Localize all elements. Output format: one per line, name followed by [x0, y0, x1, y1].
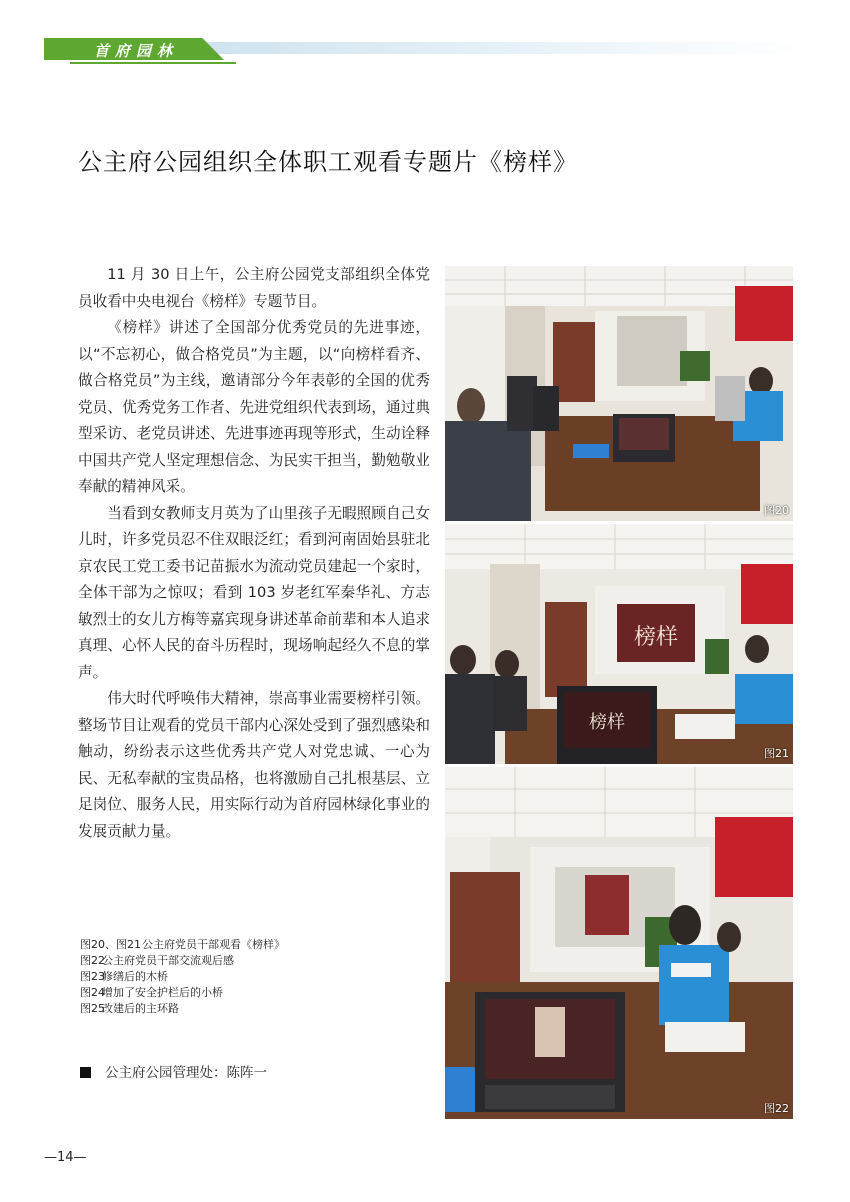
- meeting-room-photo: [445, 767, 793, 1119]
- paragraph: 《榜样》讲述了全国部分优秀党员的先进事迹，以“不忘初心，做合格党员”为主题，以“向榜样看齐、做合格党员”为主线，邀请部分今年表彰的全国的优秀党员、优秀党务工作者、先进党组织代表到场，通过典型采访、老党员讲述、先进事迹再现等形式，生动诠释中国共产党人坚定理想信念、为民实干担当，勤勉敬业奉献的精神风采。: [78, 319, 430, 495]
- caption-id: 图22: [80, 954, 105, 967]
- svg-text:榜样: 榜样: [633, 625, 679, 650]
- caption-id: 图24: [80, 986, 105, 999]
- photo-figure-20: [445, 266, 793, 521]
- caption-row: [80, 937, 285, 953]
- caption-row: [80, 953, 285, 969]
- caption-row: [80, 985, 285, 1001]
- meeting-room-photo: [445, 266, 793, 521]
- caption-id: 图20、图21: [80, 938, 141, 951]
- header-banner: [44, 38, 804, 68]
- author-line: [80, 1061, 267, 1081]
- figure-label: 图22: [764, 1102, 789, 1115]
- caption-id: 图25: [80, 1002, 105, 1015]
- banner-gradient: [204, 42, 804, 54]
- caption-row: [80, 969, 285, 985]
- figure-label: 图21: [764, 747, 789, 760]
- page-number: —14—: [44, 1150, 87, 1165]
- caption-text: 公主府党员干部交流观后感: [102, 954, 234, 967]
- figure-label: 图20: [764, 504, 789, 517]
- caption-text: 公主府党员干部观看《榜样》: [142, 938, 285, 951]
- figure-captions: [80, 937, 285, 1017]
- caption-text: 增加了安全护栏后的小桥: [102, 986, 223, 999]
- article-body: [78, 262, 430, 845]
- svg-text:榜样: 榜样: [589, 712, 625, 733]
- meeting-room-photo: [445, 524, 793, 764]
- author-name: 公主府公园管理处：陈阵一: [105, 1065, 267, 1081]
- paragraph: 伟大时代呼唤伟大精神，崇高事业需要榜样引领。整场节目让观看的党员干部内心深处受到了强烈感染和触动，纷纷表示这些优秀共产党人对党忠诚、一心为民、无私奉献的宝贵品格，也将激励自己扎根基层、立足岗位、服务人民，用实际行动为首府园林绿化事业的发展贡献力量。: [78, 690, 430, 840]
- banner-underline: [70, 62, 236, 64]
- caption-text: 修缮后的木桥: [102, 970, 168, 983]
- caption-text: 改建后的主环路: [102, 1002, 179, 1015]
- photo-figure-21: [445, 524, 793, 764]
- article-title: 公主府公园组织全体职工观看专题片《榜样》: [78, 148, 578, 176]
- square-bullet-icon: [80, 1067, 91, 1078]
- caption-row: [80, 1001, 285, 1017]
- section-title: 首府园林: [94, 42, 179, 60]
- photo-figure-22: [445, 767, 793, 1119]
- paragraph: 11 月 30 日上午，公主府公园党支部组织全体党员收看中央电视台《榜样》专题节目。: [78, 266, 430, 310]
- paragraph: 当看到女教师支月英为了山里孩子无暇照顾自己女儿时，许多党员忍不住双眼泛红；看到河南固始县驻北京农民工党工委书记苗振水为流动党员建起一个家时，全体干部为之惊叹；看到 103 岁老红军秦华礼、方志敏烈士的女儿方梅等嘉宾现身讲述革命前辈和本人追求真理、心怀人民的奋斗历程时，现场响起经久不息的掌声。: [78, 504, 430, 681]
- caption-id: 图23: [80, 970, 105, 983]
